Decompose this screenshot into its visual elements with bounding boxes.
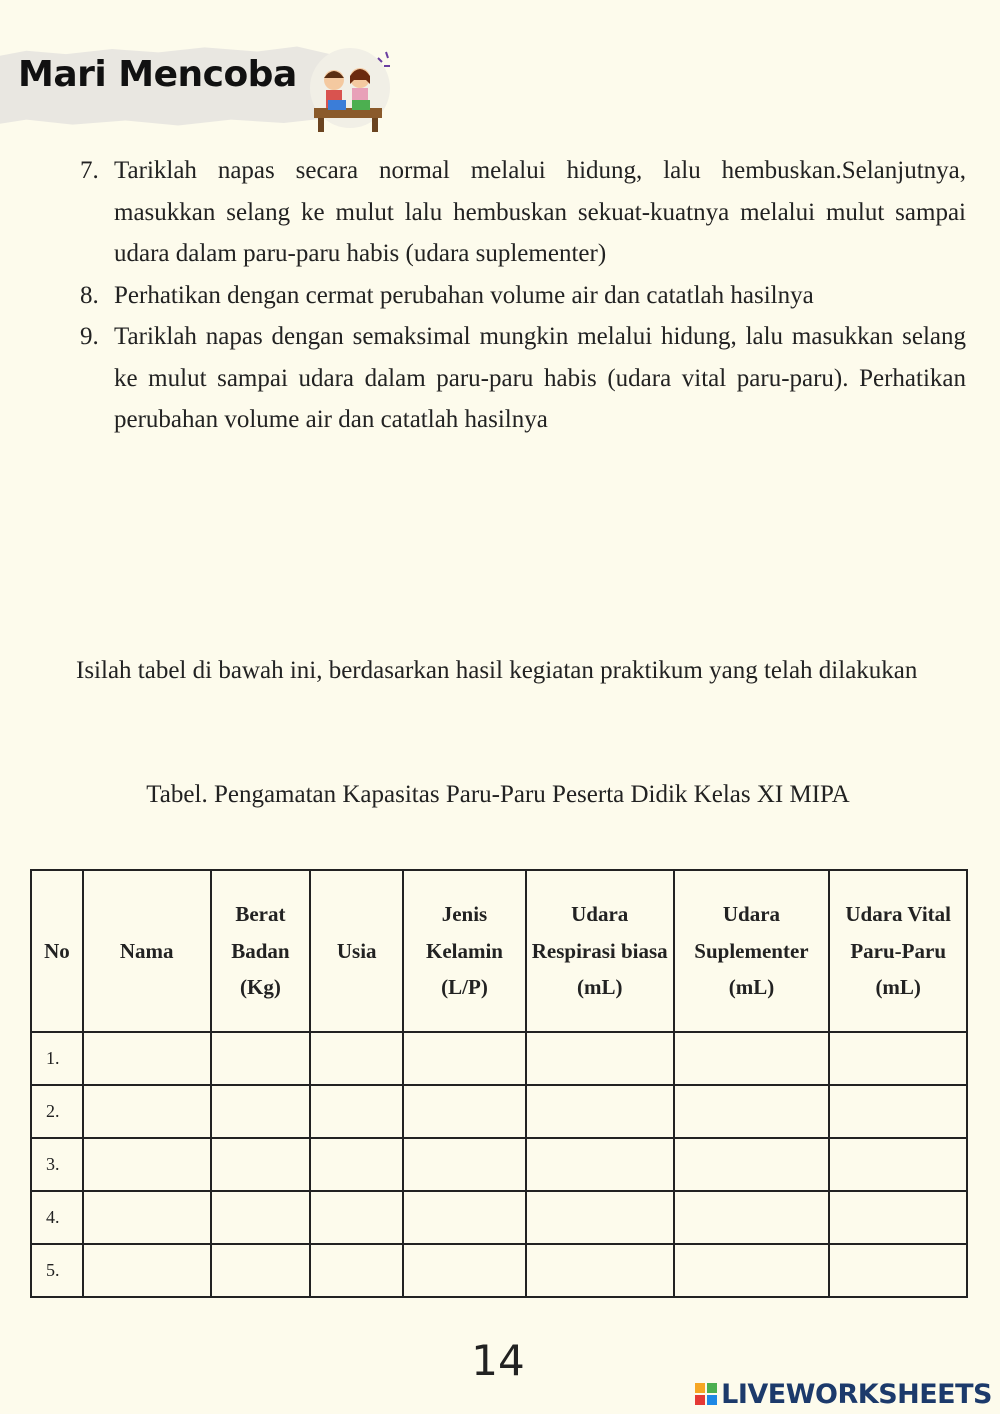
step-item: 7. Tariklah napas secara normal melalui hidung, lalu hembuskan.Selanjutnya, masukkan selang ke mulut lalu hembuskan sekuat-kuatnya melalui mulut sampai udara dalam paru-paru habis (udara suplementer) [80, 157, 966, 267]
input-nama[interactable] [83, 1138, 211, 1191]
input-berat-badan[interactable] [211, 1085, 311, 1138]
step-text: Tariklah napas secara normal melalui hidung, lalu hembuskan.Selanjutnya, masukkan selang ke mulut lalu hembuskan sekuat-kuatnya melalui mulut sampai udara dalam paru-paru habis (udara suplementer) [114, 157, 966, 267]
input-udara-respirasi[interactable] [526, 1032, 674, 1085]
input-udara-suplementer[interactable] [674, 1244, 830, 1297]
step-text: Tariklah napas dengan semaksimal mungkin melalui hidung, lalu masukkan selang ke mulut sampai udara dalam paru-paru habis (udara vital paru-paru). Perhatikan perubahan volume air dan catatlah hasilnya [114, 323, 966, 433]
column-header-jenis-kelamin: Jenis Kelamin (L/P) [403, 870, 526, 1032]
row-number: 2. [31, 1085, 83, 1138]
input-nama[interactable] [83, 1191, 211, 1244]
column-header-udara-suplementer: Udara Suplementer (mL) [674, 870, 830, 1032]
input-udara-suplementer[interactable] [674, 1191, 830, 1244]
liveworksheets-logo-icon [695, 1383, 717, 1405]
header-banner [0, 38, 400, 138]
row-number: 1. [31, 1032, 83, 1085]
column-header-nama: Nama [83, 870, 211, 1032]
input-udara-vital[interactable] [829, 1032, 967, 1085]
input-berat-badan[interactable] [211, 1032, 311, 1085]
input-udara-vital[interactable] [829, 1085, 967, 1138]
step-text: Perhatikan dengan cermat perubahan volume air dan catatlah hasilnya [114, 281, 814, 309]
input-usia[interactable] [310, 1032, 403, 1085]
reading-kids-icon [300, 44, 400, 136]
input-berat-badan[interactable] [211, 1244, 311, 1297]
input-udara-suplementer[interactable] [674, 1138, 830, 1191]
procedure-steps [80, 150, 966, 441]
section-title: Mari Mencoba [18, 54, 297, 95]
step-item: 8. Perhatikan dengan cermat perubahan volume air dan catatlah hasilnya [80, 281, 814, 309]
table-row [31, 1085, 967, 1138]
input-jenis-kelamin[interactable] [403, 1191, 526, 1244]
watermark-text: LIVEWORKSHEETS [721, 1378, 992, 1410]
input-udara-respirasi[interactable] [526, 1191, 674, 1244]
input-udara-respirasi[interactable] [526, 1244, 674, 1297]
row-number: 4. [31, 1191, 83, 1244]
input-udara-respirasi[interactable] [526, 1138, 674, 1191]
input-udara-vital[interactable] [829, 1244, 967, 1297]
input-nama[interactable] [83, 1085, 211, 1138]
column-header-udara-vital: Udara Vital Paru-Paru (mL) [829, 870, 967, 1032]
table-header-row [31, 870, 967, 1032]
row-number: 3. [31, 1138, 83, 1191]
input-usia[interactable] [310, 1244, 403, 1297]
table-row [31, 1191, 967, 1244]
row-number: 5. [31, 1244, 83, 1297]
input-usia[interactable] [310, 1191, 403, 1244]
column-header-berat-badan: Berat Badan (Kg) [211, 870, 311, 1032]
input-udara-suplementer[interactable] [674, 1032, 830, 1085]
input-berat-badan[interactable] [211, 1191, 311, 1244]
step-item: 9. Tariklah napas dengan semaksimal mungkin melalui hidung, lalu masukkan selang ke mulut sampai udara dalam paru-paru habis (udara vital paru-paru). Perhatikan perubahan volume air dan catatlah hasilnya [80, 323, 966, 433]
instruction-text: Isilah tabel di bawah ini, berdasarkan hasil kegiatan praktikum yang telah dilakukan [76, 657, 918, 684]
page-number: 14 [471, 1336, 525, 1385]
input-udara-suplementer[interactable] [674, 1085, 830, 1138]
table-caption: Tabel. Pengamatan Kapasitas Paru-Paru Peserta Didik Kelas XI MIPA [146, 781, 850, 808]
column-header-udara-respirasi: Udara Respirasi biasa (mL) [526, 870, 674, 1032]
input-jenis-kelamin[interactable] [403, 1032, 526, 1085]
input-udara-respirasi[interactable] [526, 1085, 674, 1138]
input-nama[interactable] [83, 1244, 211, 1297]
input-jenis-kelamin[interactable] [403, 1085, 526, 1138]
column-header-no: No [31, 870, 83, 1032]
input-udara-vital[interactable] [829, 1138, 967, 1191]
liveworksheets-watermark[interactable] [695, 1376, 992, 1412]
input-jenis-kelamin[interactable] [403, 1138, 526, 1191]
input-berat-badan[interactable] [211, 1138, 311, 1191]
table-row [31, 1138, 967, 1191]
observation-table [30, 869, 968, 1298]
input-udara-vital[interactable] [829, 1191, 967, 1244]
input-nama[interactable] [83, 1032, 211, 1085]
input-usia[interactable] [310, 1138, 403, 1191]
input-usia[interactable] [310, 1085, 403, 1138]
table-row [31, 1032, 967, 1085]
table-row [31, 1244, 967, 1297]
column-header-usia: Usia [310, 870, 403, 1032]
input-jenis-kelamin[interactable] [403, 1244, 526, 1297]
